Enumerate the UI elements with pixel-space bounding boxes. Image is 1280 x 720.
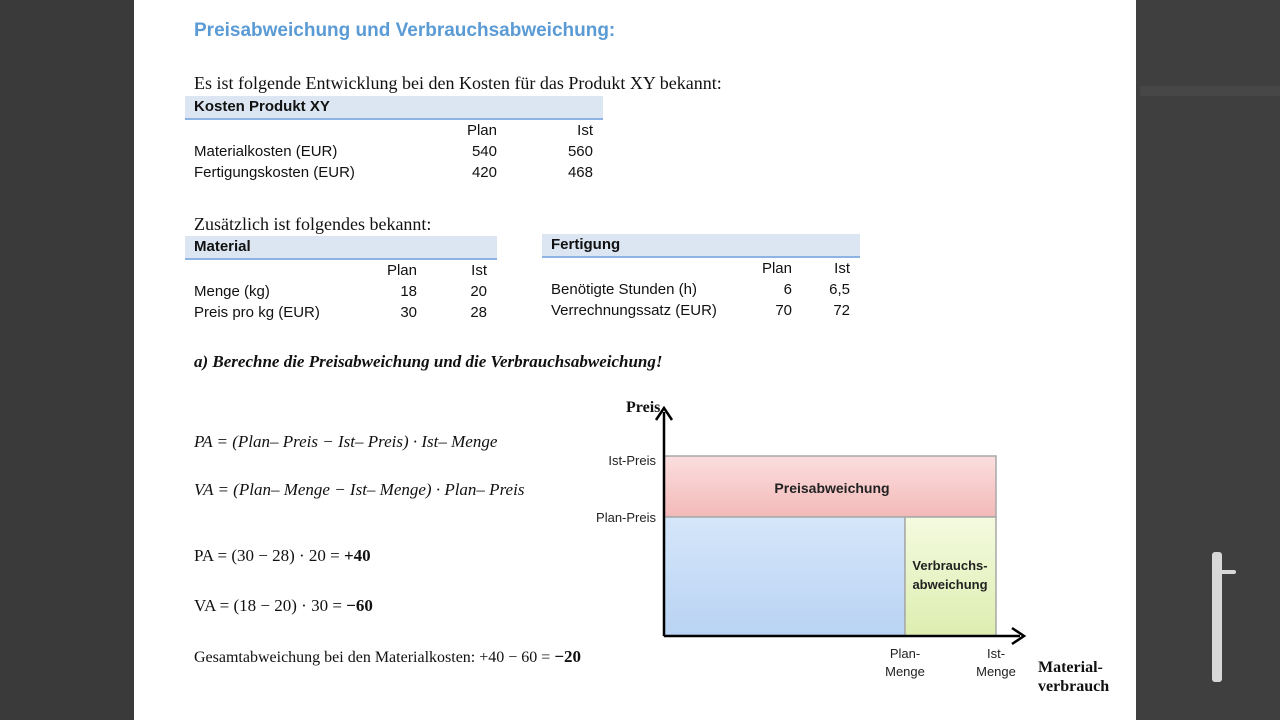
col-plan: Plan [386,262,417,279]
table-row [542,300,860,321]
plan-menge-label-line1: Plan- [889,646,921,661]
table-row [542,279,860,300]
table-material-header [185,260,497,281]
row-plan: 6 [783,281,792,298]
row-label: Materialkosten (EUR) [194,143,338,160]
formula-pa-calculation [194,546,371,566]
row-plan: 30 [400,304,417,321]
row-ist: 6,5 [829,281,850,298]
additional-text: Zusätzlich ist folgendes bekannt: [194,214,432,234]
table-row [185,141,603,162]
table-fertigung-header [542,258,860,279]
verbrauchsabweichung-label-line2: abweichung [912,577,988,592]
row-ist: 28 [470,304,487,321]
col-ist: Ist [471,262,487,279]
total-result: −20 [554,647,581,666]
row-ist: 72 [833,302,850,319]
x-axis-label-line1: Material- [1038,659,1103,676]
table-row [185,302,497,323]
table-kosten-title: Kosten Produkt XY [185,96,603,120]
col-ist: Ist [577,122,593,139]
table-fertigung-title: Fertigung [542,234,860,258]
ist-preis-label: Ist-Preis [608,453,656,468]
ist-menge-label-line2: Menge [976,664,1016,679]
va-calc-expr: VA = (18 − 20) · 30 = [194,596,347,615]
preisabweichung-label: Preisabweichung [774,480,890,496]
row-label: Fertigungskosten (EUR) [194,164,355,181]
row-ist: 468 [567,164,593,181]
row-plan: 70 [775,302,792,319]
formula-va-definition: VA = (Plan– Menge − Ist– Menge) · Plan– Preis [194,480,525,499]
row-plan: 420 [471,164,497,181]
col-ist: Ist [834,260,850,277]
document-page [134,0,1136,720]
verbrauchsabweichung-label-line1: Verbrauchs- [912,558,988,573]
task-heading: a) Berechne die Preisabweichung und die Verbrauchsabweichung! [194,352,663,371]
row-ist: 560 [567,143,593,160]
page-title: Preisabweichung und Verbrauchsabweichung: [194,20,616,41]
row-plan: 18 [400,283,417,300]
pa-calc-result: +40 [343,546,371,565]
scroll-handle[interactable] [1212,552,1222,682]
col-plan: Plan [466,122,497,139]
table-row [185,281,497,302]
plan-menge-label-line2: Menge [885,664,925,679]
formula-pa-definition: PA = (Plan– Preis − Ist– Preis) · Ist– Menge [194,432,498,451]
pa-calc-expr: PA = (30 − 28) · 20 = [194,546,344,565]
row-ist: 20 [470,283,487,300]
formula-va-calculation [194,596,373,616]
table-kosten [185,96,603,183]
deviation-diagram [574,390,1134,700]
x-axis-label-line2: verbrauch [1038,678,1110,695]
intro-text: Es ist folgende Entwicklung bei den Kosten für das Produkt XY bekannt: [194,73,722,93]
table-kosten-header [185,120,603,141]
panel-divider [1140,86,1280,96]
right-panel [1136,0,1280,720]
col-plan: Plan [761,260,792,277]
row-label: Preis pro kg (EUR) [194,304,320,321]
table-material-title: Material [185,236,497,260]
table-fertigung [542,234,860,321]
table-material [185,236,497,323]
row-label: Benötigte Stunden (h) [551,281,697,298]
table-row [185,162,603,183]
base-area [664,517,905,636]
ist-menge-label-line1: Ist- [986,646,1006,661]
total-deviation [194,647,581,667]
va-calc-result: −60 [346,596,373,615]
plan-preis-label: Plan-Preis [596,510,656,525]
row-plan: 540 [471,143,497,160]
row-label: Verrechnungssatz (EUR) [551,302,717,319]
y-axis-label: Preis [626,399,661,416]
row-label: Menge (kg) [194,283,270,300]
total-expr: Gesamtabweichung bei den Materialkosten: +40 − 60 = [194,649,555,666]
